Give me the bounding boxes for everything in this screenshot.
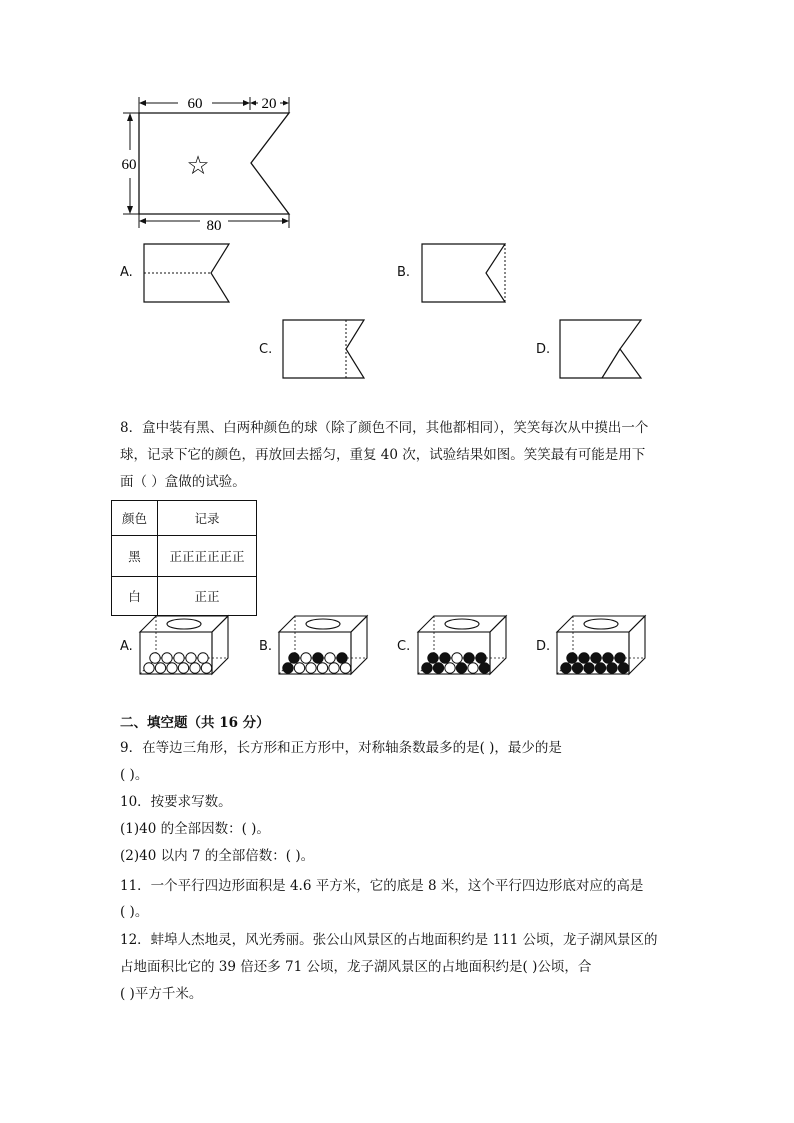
ball-black <box>428 653 438 663</box>
ball-black <box>283 663 293 673</box>
ball-white <box>294 663 304 673</box>
ball-white <box>150 653 160 663</box>
ball-white <box>325 653 335 663</box>
ball-white <box>174 653 184 663</box>
q7-option-b-label: B. <box>397 265 411 280</box>
q7-option-a-figure <box>140 240 235 306</box>
ball-black <box>479 663 489 673</box>
q10-part1: (1)40 的全部因数：( )。 <box>120 821 270 837</box>
box-opening <box>306 619 340 629</box>
ball-white <box>452 653 462 663</box>
q8-text-line1: 8．盒中装有黑、白两种颜色的球（除了颜色不同，其他都相同），笑笑每次从中摸出一个 <box>120 420 649 436</box>
ball-black <box>440 653 450 663</box>
q8-text-line3: 面（ ）盒做的试验。 <box>120 474 246 490</box>
ball-black <box>579 653 589 663</box>
q9-line2: ( )。 <box>120 767 149 783</box>
section-heading: 二、填空题（共 16 分） <box>120 715 270 731</box>
q12-line1: 12．蚌埠人杰地灵，风光秀丽。张公山风景区的占地面积约是 111 公顷，龙子湖风景区的 <box>120 932 658 948</box>
box-opening <box>584 619 618 629</box>
ball-black <box>456 663 466 673</box>
ball-white <box>162 653 172 663</box>
q8-record-table <box>111 500 257 616</box>
star-icon: ☆ <box>186 151 210 180</box>
ball-black <box>572 663 582 673</box>
ball-black <box>595 663 605 673</box>
cell-color-black: 黑 <box>112 536 158 577</box>
ball-white <box>340 663 350 673</box>
flag-shape <box>139 113 289 214</box>
box-opening <box>167 619 201 629</box>
ball-white <box>468 663 478 673</box>
q7-option-d-label: D. <box>536 342 551 357</box>
ball-black <box>567 653 577 663</box>
ball-white <box>144 663 154 673</box>
ball-black <box>615 653 625 663</box>
q10-title: 10．按要求写数。 <box>120 794 232 810</box>
box-opening <box>445 619 479 629</box>
ball-black <box>591 653 601 663</box>
ball-white <box>186 653 196 663</box>
q8-option-d-label: D. <box>536 639 551 654</box>
table-row <box>112 536 257 577</box>
ball-white <box>317 663 327 673</box>
q8-box-d <box>553 612 653 678</box>
q11-line2: ( )。 <box>120 904 149 920</box>
q11-line1: 11．一个平行四边形面积是 4.6 平方米，它的底是 8 米，这个平行四边形底对应的高是 <box>120 878 644 894</box>
header-color: 颜色 <box>112 501 158 536</box>
ball-black <box>584 663 594 673</box>
table-row <box>112 577 257 616</box>
ball-white <box>306 663 316 673</box>
q8-box-c <box>414 612 514 678</box>
q7-option-c-label: C. <box>259 342 273 357</box>
ball-white <box>445 663 455 673</box>
q10-part2: (2)40 以内 7 的全部倍数：( )。 <box>120 848 315 864</box>
dim-bottom: 80 <box>206 218 222 234</box>
cell-color-white: 白 <box>112 577 158 616</box>
q8-box-a <box>136 612 236 678</box>
ball-black <box>607 663 617 673</box>
ball-white <box>198 653 208 663</box>
q7-option-a-label: A. <box>120 265 133 280</box>
dim-top-right: 20 <box>261 96 277 112</box>
table-row <box>112 501 257 536</box>
q8-option-c-label: C. <box>397 639 411 654</box>
ball-black <box>464 653 474 663</box>
ball-black <box>313 653 323 663</box>
ball-white <box>178 663 188 673</box>
cell-record-white: 正正 <box>158 577 257 616</box>
ball-white <box>155 663 165 673</box>
cell-record-black: 正正正正正正 <box>158 536 257 577</box>
dim-height: 60 <box>121 157 137 173</box>
q8-option-a-label: A. <box>120 639 133 654</box>
q8-box-b <box>275 612 375 678</box>
ball-black <box>561 663 571 673</box>
ball-white <box>167 663 177 673</box>
q8-text-line2: 球，记录下它的颜色，再放回去摇匀，重复 40 次，试验结果如图。笑笑最有可能是用下 <box>120 447 646 463</box>
q7-option-b-figure <box>418 240 510 306</box>
q12-line2: 占地面积比它的 39 倍还多 71 公顷，龙子湖风景区的占地面积约是( )公顷，合 <box>120 959 592 975</box>
q7-option-c-figure <box>279 316 371 382</box>
ball-black <box>337 653 347 663</box>
q12-line3: ( )平方千米。 <box>120 986 203 1002</box>
ball-black <box>476 653 486 663</box>
q8-option-b-label: B. <box>259 639 273 654</box>
q9-line1: 9．在等边三角形，长方形和正方形中，对称轴条数最多的是( )，最少的是 <box>120 740 562 756</box>
dim-top-left: 60 <box>187 96 203 112</box>
box-side <box>212 616 228 674</box>
ball-black <box>618 663 628 673</box>
ball-white <box>329 663 339 673</box>
ball-black <box>422 663 432 673</box>
ball-black <box>433 663 443 673</box>
ball-black <box>603 653 613 663</box>
q7-option-d-figure <box>556 316 648 382</box>
header-record: 记录 <box>158 501 257 536</box>
box-side <box>490 616 506 674</box>
ball-white <box>190 663 200 673</box>
flag-figure <box>110 90 310 235</box>
ball-white <box>201 663 211 673</box>
ball-white <box>301 653 311 663</box>
box-side <box>351 616 367 674</box>
ball-black <box>289 653 299 663</box>
box-side <box>629 616 645 674</box>
